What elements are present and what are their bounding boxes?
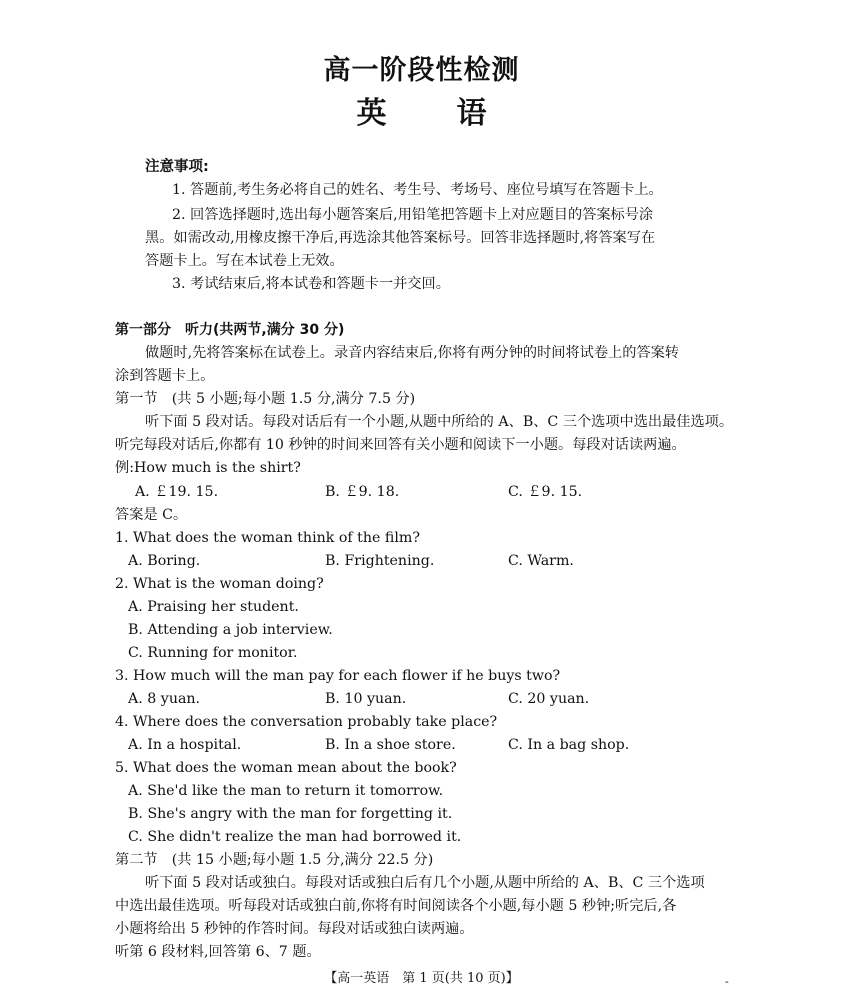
q2-option-a: A. Praising her student. <box>128 599 299 615</box>
example-answer: 答案是 C。 <box>115 507 188 523</box>
notice-item-2-cont: 黑。如需改动,用橡皮擦干净后,再选涂其他答案标号。回答非选择题时,将答案写在 <box>145 230 656 246</box>
part1-intro-1: 做题时,先将答案标在试卷上。录音内容结束后,你将有两分钟的时间将试卷上的答案转 <box>145 345 679 361</box>
subject-char-1: 英 <box>356 96 387 131</box>
subject-char-2: 语 <box>456 96 487 131</box>
section2-heading: 第二节 (共 15 小题;每小题 1.5 分,满分 22.5 分) <box>115 852 434 868</box>
page-footer: 【高一英语 第 1 页(共 10 页)】 <box>324 971 519 986</box>
q4-option-c: C. In a bag shop. <box>508 737 630 753</box>
example-question: 例:How much is the shirt? <box>115 460 301 476</box>
part1-intro-2: 涂到答题卡上。 <box>115 368 215 384</box>
question-3: 3. How much will the man pay for each flower if he buys two? <box>115 668 561 684</box>
example-option-a: A. ￡19. 15. <box>135 484 219 500</box>
part1-heading: 第一部分 听力(共两节,满分 30 分) <box>115 322 345 338</box>
q4-option-b: B. In a shoe store. <box>325 737 456 753</box>
notice-item-3: 3. 考试结束后,将本试卷和答题卡一并交回。 <box>172 276 450 292</box>
notice-item-2: 2. 回答选择题时,选出每小题答案后,用铅笔把答题卡上对应题目的答案标号涂 <box>172 207 654 223</box>
notice-heading: 注意事项: <box>145 159 209 175</box>
q3-option-a: A. 8 yuan. <box>128 691 201 707</box>
q3-option-b: B. 10 yuan. <box>325 691 407 707</box>
q3-option-c: C. 20 yuan. <box>508 691 590 707</box>
q1-option-b: B. Frightening. <box>325 553 435 569</box>
q5-option-a: A. She'd like the man to return it tomorrow. <box>128 783 444 799</box>
section1-intro-1: 听下面 5 段对话。每段对话后有一个小题,从题中所给的 A、B、C 三个选项中选出最佳选项。 <box>145 414 734 430</box>
section2-intro-1: 听下面 5 段对话或独白。每段对话或独白后有几个小题,从题中所给的 A、B、C 三个选项 <box>145 875 705 891</box>
section1-intro-2: 听完每段对话后,你都有 10 秒钟的时间来回答有关小题和阅读下一小题。每段对话读两遍。 <box>115 437 686 453</box>
section2-intro-2: 中选出最佳选项。听每段对话或独白前,你将有时间阅读各个小题,每小题 5 秒钟;听完后,各 <box>115 898 677 914</box>
q1-option-a: A. Boring. <box>128 553 201 569</box>
exam-title: 高一阶段性检测 <box>323 55 520 86</box>
section2-intro-3: 小题将给出 5 秒钟的作答时间。每段对话或独白读两遍。 <box>115 921 474 937</box>
example-option-b: B. ￡9. 18. <box>325 484 400 500</box>
footer-mark: - <box>725 975 729 988</box>
question-4: 4. Where does the conversation probably take place? <box>115 714 498 730</box>
q1-option-c: C. Warm. <box>508 553 574 569</box>
q5-option-c: C. She didn't realize the man had borrowed it. <box>128 829 462 845</box>
q2-option-b: B. Attending a job interview. <box>128 622 333 638</box>
notice-item-2-cont2: 答题卡上。写在本试卷上无效。 <box>145 253 344 269</box>
section2-material: 听第 6 段材料,回答第 6、7 题。 <box>115 944 321 960</box>
section1-heading: 第一节 (共 5 小题;每小题 1.5 分,满分 7.5 分) <box>115 391 416 407</box>
q4-option-a: A. In a hospital. <box>128 737 242 753</box>
q5-option-b: B. She's angry with the man for forgetting it. <box>128 806 453 822</box>
question-1: 1. What does the woman think of the film? <box>115 530 420 546</box>
subject-title <box>0 88 843 132</box>
question-2: 2. What is the woman doing? <box>115 576 324 592</box>
notice-item-1: 1. 答题前,考生务必将自己的姓名、考生号、考场号、座位号填写在答题卡上。 <box>172 182 663 198</box>
q2-option-c: C. Running for monitor. <box>128 645 298 661</box>
question-5: 5. What does the woman mean about the book? <box>115 760 457 776</box>
example-option-c: C. ￡9. 15. <box>508 484 583 500</box>
